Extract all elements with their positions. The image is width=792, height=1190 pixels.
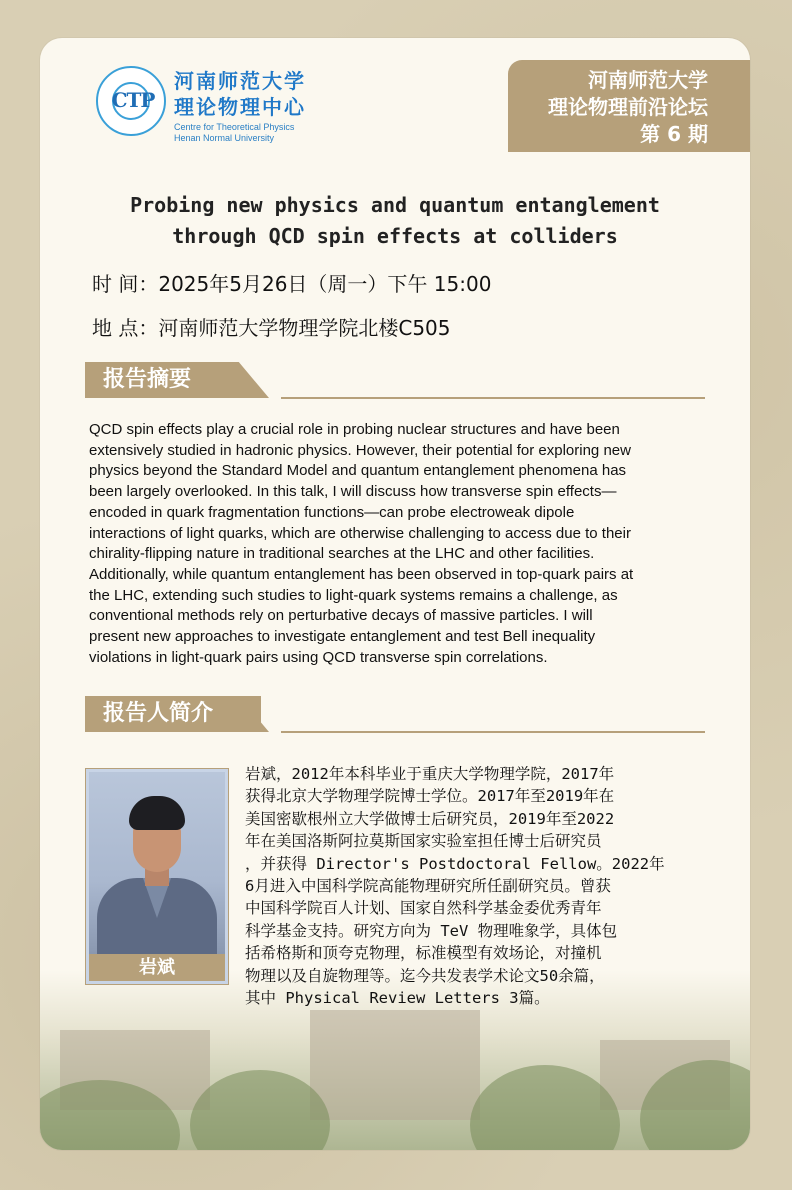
ctp-logo-emblem <box>96 66 166 136</box>
speaker-heading: 报告人简介 <box>85 696 261 732</box>
abstract-text: QCD spin effects play a crucial role in probing nuclear structures and have been extensively studied in hadronic physics. However, their potential for exploring new physics beyond the Standard Model and quantum entanglement phenomena has been largely overlooked. In this talk, I will discuss how transverse spin effects— encoded in quark fragmentation functions—can probe electroweak dipole interactions of light quarks, which are otherwise challenging to access due to their chirality-flipping nature in traditional searches at the LHC and other facilities. Additionally, while quantum entanglement has been observed in top-quark pairs at the LHC, extending such studies to light-quark systems remains a challenge, as conventional methods rely on perturbative decays of massive particles. I will present new approaches to investigate entanglement and test Bell inequality violations in light-quark pairs using QCD transverse spin correlations. <box>89 421 634 666</box>
speaker-section-header <box>85 696 705 736</box>
abstract-heading: 报告摘要 <box>85 362 237 398</box>
speaker-name-caption: 岩斌 <box>89 954 225 981</box>
speaker-bio: 岩斌，2012年本科毕业于重庆大学物理学院，2017年 获得北京大学物理学院博士学位。2017年至2019年在 美国密歇根州立大学做博士后研究员，2019年至2022 年在美国洛斯阿拉莫斯国家实验室担任博士后研究员 ，并获得 Director's Postdoctoral Fellow。2022年 6月进入中国科学院高能物理研究所任副研究员。曾获 中国科学院百人计划、国家自然科学基金委优秀青年 科学基金支持。研究方向为 TeV 物理唯象学，具体包 括希格斯和顶夸克物理，标准模型有效场论，对撞机 物理以及自旋物理等。迄今共发表学术论文50余篇， 其中 Physical Review Letters 3篇。 <box>245 765 665 1008</box>
forum-series-tag: 河南师范大学 理论物理前沿论坛 第 6 期 <box>508 60 750 152</box>
poster-card <box>40 38 750 1150</box>
logo-chinese-name: 河南师范大学 理论物理中心 <box>174 69 306 119</box>
logo-english-name: Centre for Theoretical Physics Henan Normal University <box>174 122 295 143</box>
talk-title: Probing new physics and quantum entanglement through QCD spin effects at colliders <box>130 193 660 248</box>
abstract-section-header <box>85 362 705 402</box>
speaker-photo <box>89 772 225 954</box>
ctp-logo-mark: CTP <box>111 88 155 112</box>
ctp-logo <box>96 66 306 146</box>
speaker-photo-frame <box>85 768 229 985</box>
talk-time: 时 间：2025年5月26日（周一）下午 15:00 <box>92 272 492 296</box>
talk-place: 地 点：河南师范大学物理学院北楼C505 <box>92 316 451 340</box>
